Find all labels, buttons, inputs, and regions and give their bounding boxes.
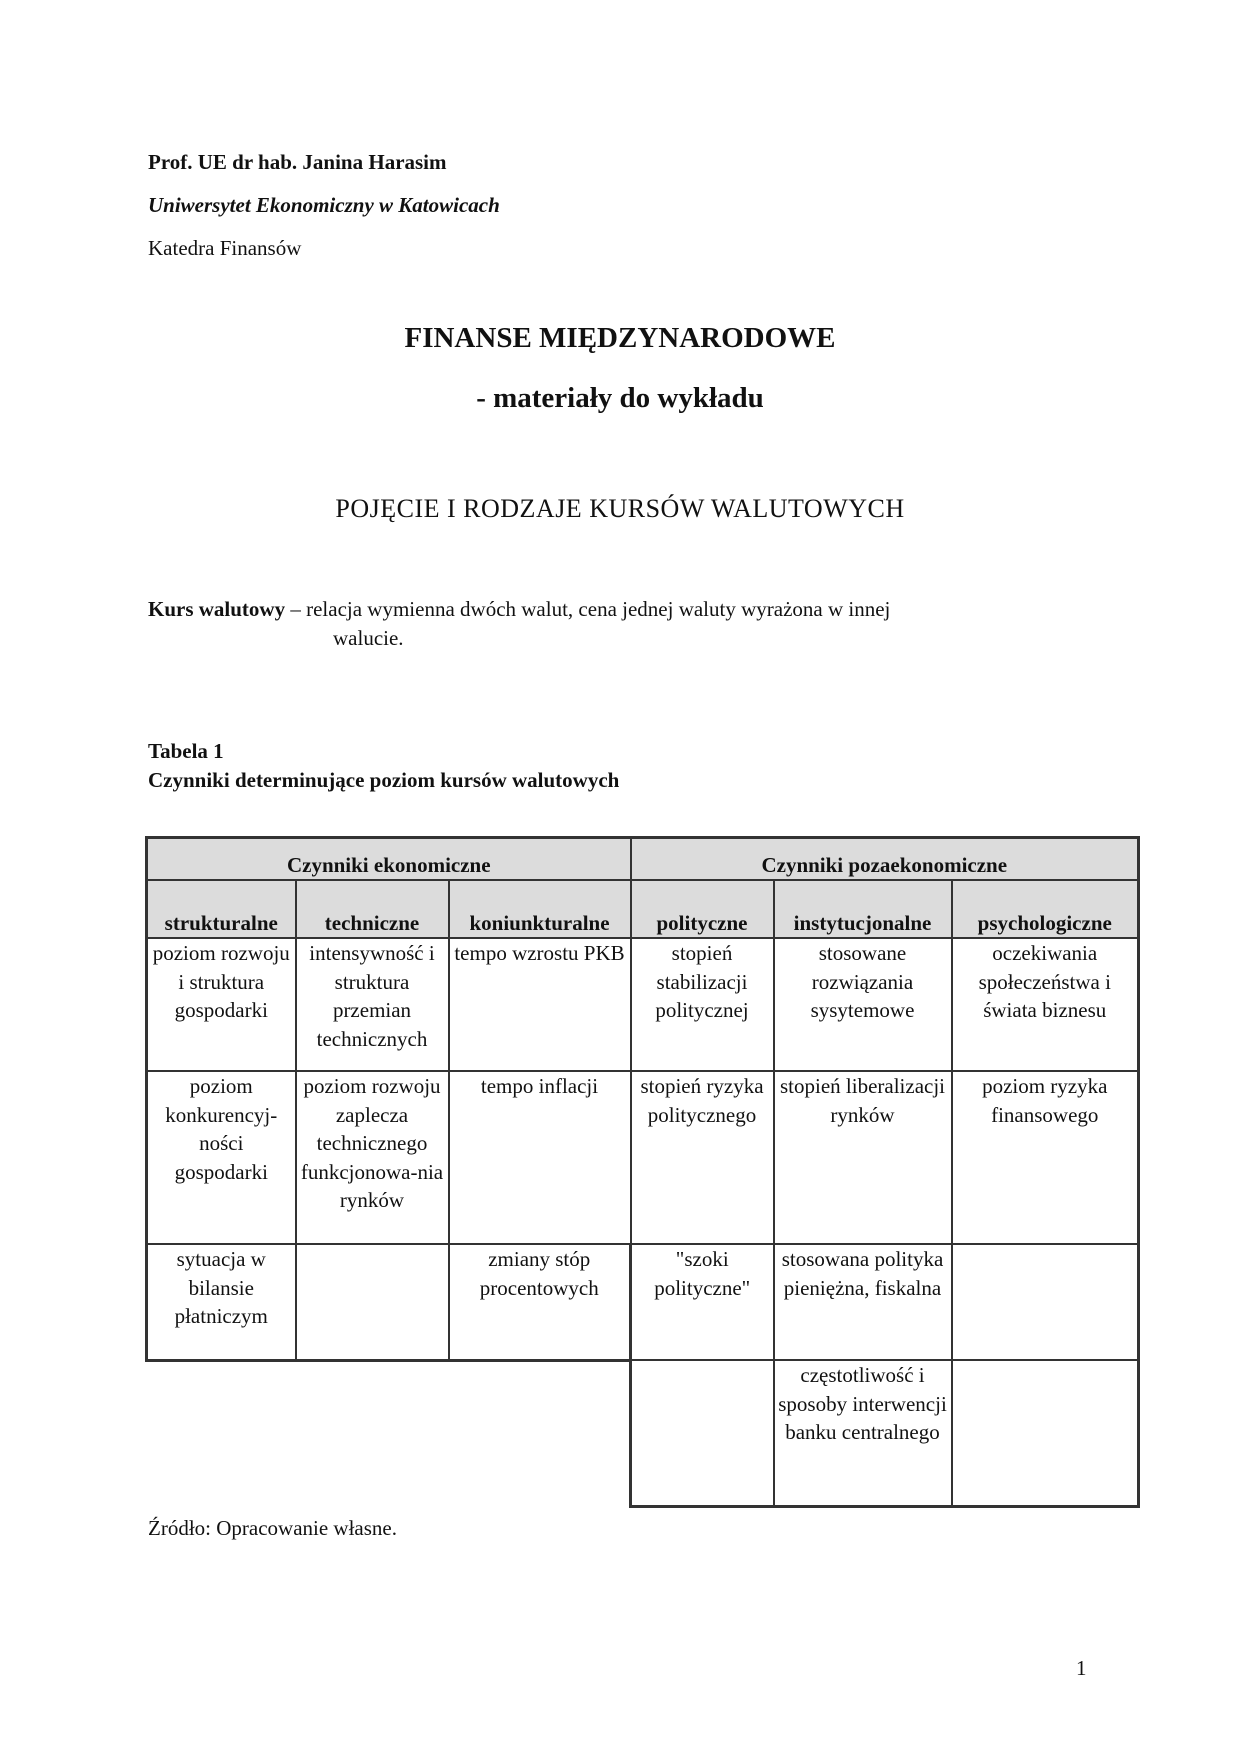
table-cell: stopień ryzyka politycznego [631,1071,774,1244]
table-cell: tempo wzrostu PKB [449,938,631,1071]
table-cell: "szoki polityczne" [631,1244,774,1360]
table-cell-empty [147,1360,296,1506]
table-cell: poziom rozwoju zaplecza technicznego funkcjonowa-nia rynków [296,1071,449,1244]
table-cell-empty [296,1360,449,1506]
table-row [147,938,1139,1071]
table-cell: stopień liberalizacji rynków [774,1071,952,1244]
table-source: Źródło: Opracowanie własne. [148,1516,397,1540]
author-line: Prof. UE dr hab. Janina Harasim [148,150,447,174]
page-number: 1 [1076,1656,1087,1680]
document-subtitle: - materiały do wykładu [476,382,764,414]
table-cell: tempo inflacji [449,1071,631,1244]
column-header: techniczne [296,880,449,938]
table-cell: oczekiwania społeczeństwa i świata biznesu [952,938,1139,1071]
table-row [147,1244,1139,1360]
table-cell: stopień stabilizacji politycznej [631,938,774,1071]
table-cell: zmiany stóp procentowych [449,1244,631,1360]
table-cell [952,1360,1139,1506]
table-cell: stosowana polityka pieniężna, fiskalna [774,1244,952,1360]
table-cell [631,1360,774,1506]
factors-table [145,836,1140,1508]
section-heading: POJĘCIE I RODZAJE KURSÓW WALUTOWYCH [335,494,905,523]
definition-continuation: walucie. [333,626,404,650]
table-label: Tabela 1 [148,739,224,763]
table-cell [952,1244,1139,1360]
document-title: FINANSE MIĘDZYNARODOWE [404,322,836,354]
column-header: psychologiczne [952,880,1139,938]
column-header: strukturalne [147,880,296,938]
definition-paragraph [148,595,890,623]
table-cell: stosowane rozwiązania sysytemowe [774,938,952,1071]
table-cell: poziom rozwoju i struktura gospodarki [147,938,296,1071]
department-line: Katedra Finansów [148,236,302,260]
table-cell: poziom ryzyka finansowego [952,1071,1139,1244]
table-cell: sytuacja w bilansie płatniczym [147,1244,296,1360]
column-header: instytucjonalne [774,880,952,938]
table-row [147,1360,1139,1506]
table-cell [296,1244,449,1360]
column-header: koniunkturalne [449,880,631,938]
column-header: polityczne [631,880,774,938]
definition-term: Kurs walutowy [148,597,286,621]
definition-text: – relacja wymienna dwóch walut, cena jednej waluty wyrażona w innej [285,597,891,621]
table-caption: Czynniki determinujące poziom kursów walutowych [148,768,620,792]
table-cell: poziom konkurencyj-ności gospodarki [147,1071,296,1244]
group-header-noneconomic: Czynniki pozaekonomiczne [631,838,1139,881]
table-cell: częstotliwość i sposoby interwencji banku centralnego [774,1360,952,1506]
university-line: Uniwersytet Ekonomiczny w Katowicach [148,193,500,217]
table-cell: intensywność i struktura przemian technicznych [296,938,449,1071]
table-cell-empty [449,1360,631,1506]
group-header-economic: Czynniki ekonomiczne [147,838,631,881]
table-row [147,1071,1139,1244]
